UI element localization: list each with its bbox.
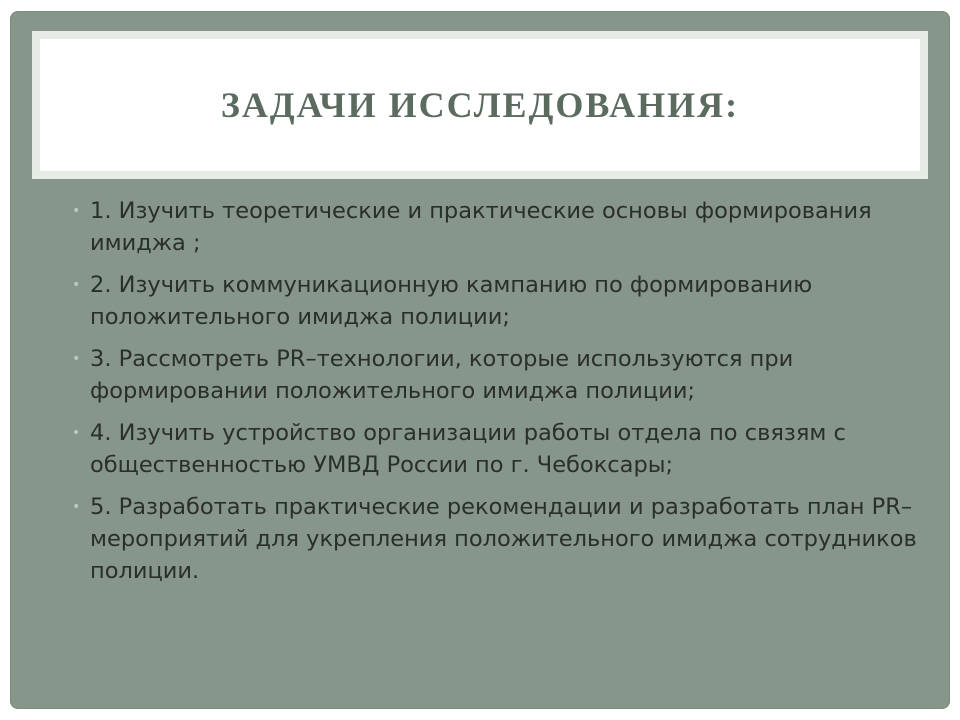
slide-title: ЗАДАЧИ ИССЛЕДОВАНИЯ: bbox=[220, 85, 740, 125]
list-item-text: 4. Изучить устройство организации работы отдела по связям с общественностью УМВД России по г. Чебоксары; bbox=[90, 420, 846, 478]
task-list bbox=[72, 195, 922, 597]
title-box bbox=[32, 31, 928, 179]
bullet-icon: • bbox=[72, 425, 81, 441]
bullet-icon: • bbox=[72, 499, 81, 515]
title-inner bbox=[40, 39, 920, 171]
list-item-text: 1. Изучить теоретические и практические основы формирования имиджа ; bbox=[90, 198, 872, 256]
bullet-icon: • bbox=[72, 203, 81, 219]
list-item-text: 3. Рассмотреть PR–технологии, которые используются при формировании положительного имиджа полиции; bbox=[90, 346, 794, 404]
list-item bbox=[72, 195, 922, 259]
bullet-icon: • bbox=[72, 277, 81, 293]
list-item-text: 2. Изучить коммуникационную кампанию по формированию положительного имиджа полиции; bbox=[90, 272, 813, 330]
list-item bbox=[72, 417, 922, 481]
slide bbox=[10, 11, 950, 709]
list-item bbox=[72, 491, 922, 587]
list-item bbox=[72, 343, 922, 407]
list-item-text: 5. Разработать практические рекомендации и разработать план PR– мероприятий для укрепления положительного имиджа сотрудников полиции. bbox=[90, 494, 917, 584]
list-item bbox=[72, 269, 922, 333]
bullet-icon: • bbox=[72, 351, 81, 367]
